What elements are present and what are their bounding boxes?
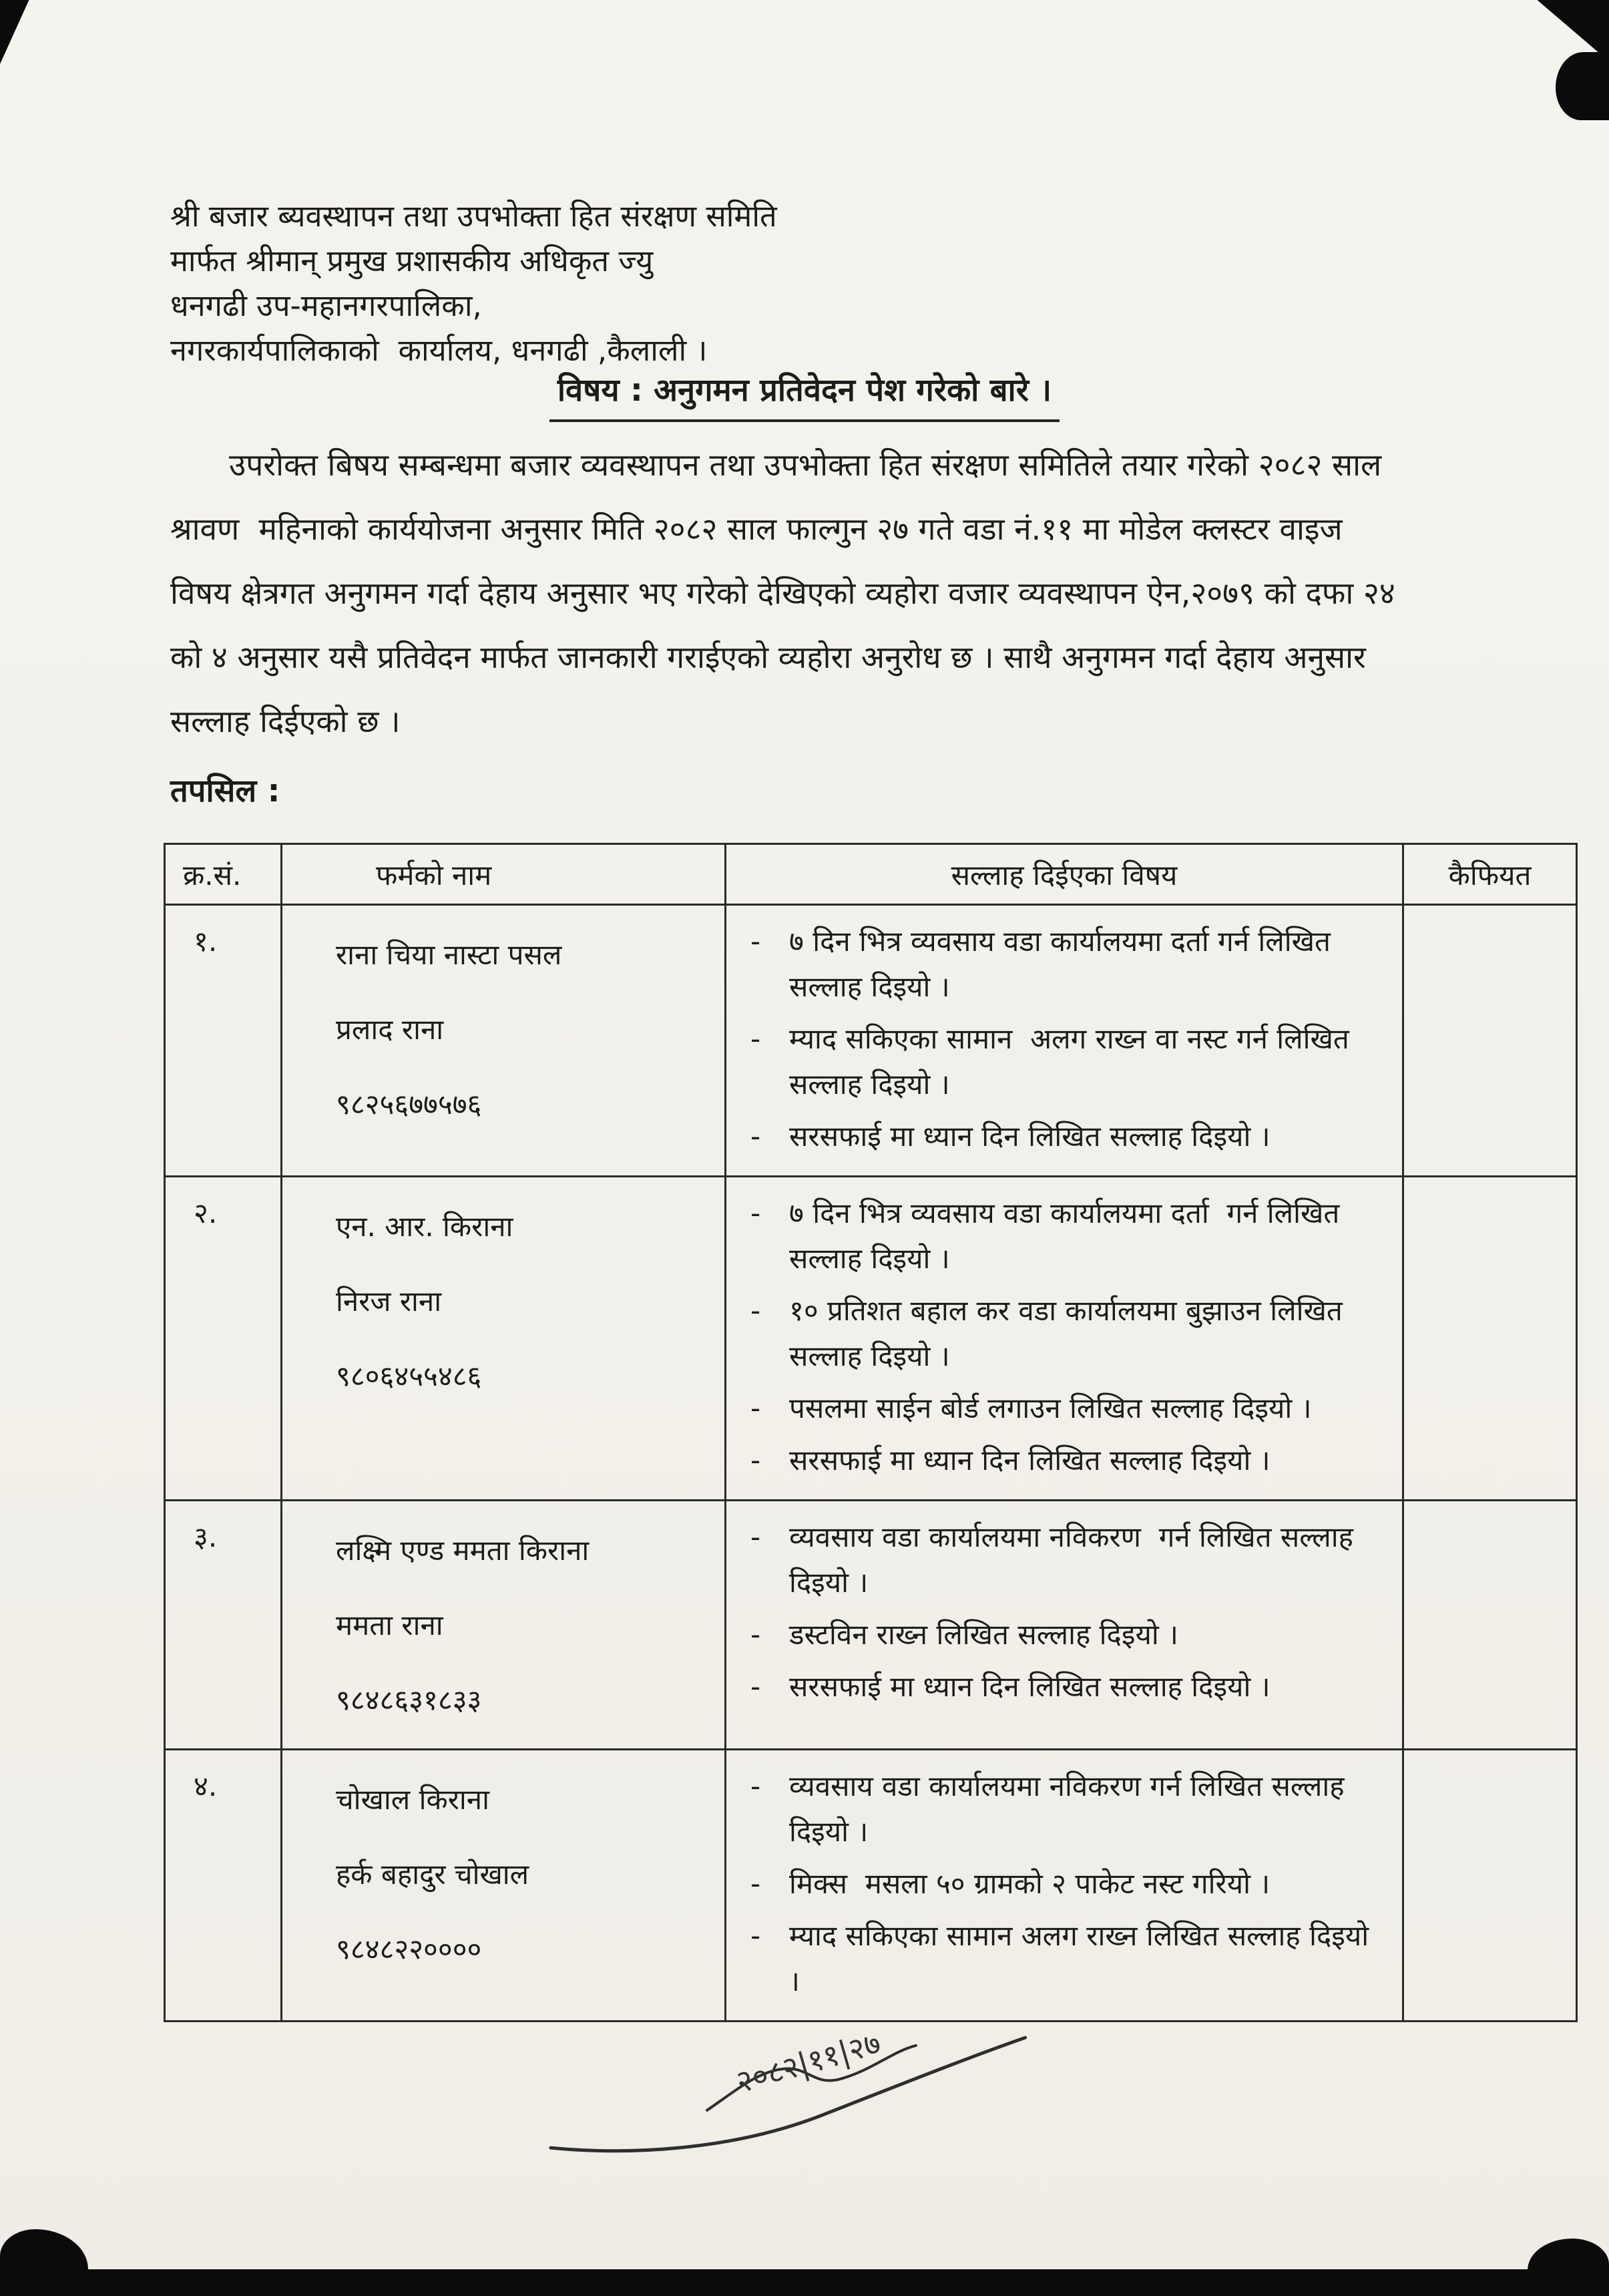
advice-text: ७ दिन भित्र व्यवसाय वडा कार्यालयमा दर्ता गर्न लिखित सल्लाह दिइयो । (789, 925, 1340, 1003)
advice-text: सरसफाई मा ध्यान दिन लिखित सल्लाह दिइयो । (789, 1444, 1271, 1477)
advice-item (750, 1515, 1387, 1605)
signature-flourish (537, 1997, 1063, 2176)
phone-number: ९८४८६३१८३३ (336, 1684, 482, 1716)
advice-item (750, 1386, 1387, 1431)
owner-name: हर्क बहादुर चोखाल (336, 1858, 529, 1891)
bullet-dash: - (750, 1521, 761, 1553)
firm-cell (282, 1177, 726, 1501)
firm-name: चोखाल किराना (336, 1783, 489, 1816)
table-row-3 (165, 1501, 1577, 1750)
advice-text: व्यवसाय वडा कार्यालयमा नविकरण गर्न लिखित सल्लाह दिइयो । (789, 1521, 1363, 1599)
monitoring-table (164, 843, 1578, 2022)
bullet-dash: - (750, 1022, 761, 1055)
table-header-row (165, 844, 1577, 905)
advice-item (750, 919, 1387, 1010)
advice-item (750, 1191, 1387, 1282)
remarks-cell (1403, 905, 1577, 1177)
sn-cell: १. (165, 905, 282, 1177)
remarks-cell (1403, 1750, 1577, 2022)
body-line: सल्लाह दिईएको छ । (170, 703, 401, 739)
body-line: को ४ अनुसार यसै प्रतिवेदन मार्फत जानकारी गराईएको व्यहोरा अनुरोध छ । साथै अनुगमन गर्दा देहाय अनुसार (170, 639, 1366, 675)
tapasil-heading: तपसिल : (170, 773, 280, 809)
firm-name: राना चिया नास्टा पसल (336, 938, 562, 971)
header-cell-advice: सल्लाह दिईएका विषय (726, 844, 1403, 905)
advice-item (750, 1288, 1387, 1379)
bullet-dash: - (750, 1294, 761, 1327)
bullet-dash: - (750, 1618, 761, 1651)
advice-text: सरसफाई मा ध्यान दिन लिखित सल्लाह दिइयो । (789, 1120, 1271, 1153)
header-line-through: मार्फत श्रीमान् प्रमुख प्रशासकीय अधिकृत ज्यु (170, 243, 654, 278)
body-paragraph (170, 433, 1499, 753)
header-line-office: नगरकार्यपालिकाको कार्यालय, धनगढी ,कैलाली । (170, 333, 708, 368)
advice-item (750, 1764, 1387, 1855)
advice-cell (726, 1177, 1403, 1501)
scan-artifact-top-right-blob (1556, 52, 1609, 120)
remarks-cell (1403, 1177, 1577, 1501)
bullet-dash: - (750, 1197, 761, 1229)
advice-text: ७ दिन भित्र व्यवसाय वडा कार्यालयमा दर्ता गर्न लिखित सल्लाह दिइयो । (789, 1197, 1349, 1275)
subject-line: विषय : अनुगमन प्रतिवेदन पेश गरेको बारे । (549, 367, 1060, 422)
advice-text: म्याद सकिएका सामान अलग राख्न वा नस्ट गर्न लिखित सल्लाह दिइयो । (789, 1022, 1359, 1101)
bullet-dash: - (750, 1120, 761, 1153)
signature (537, 1997, 1063, 2178)
owner-name: प्रलाद राना (336, 1013, 444, 1046)
advice-text: सरसफाई मा ध्यान दिन लिखित सल्लाह दिइयो । (789, 1670, 1271, 1703)
table-row-1 (165, 905, 1577, 1177)
bullet-dash: - (750, 925, 761, 958)
advice-item (750, 1861, 1387, 1907)
bullet-dash: - (750, 1444, 761, 1477)
advice-cell (726, 1501, 1403, 1750)
advice-text: म्याद सकिएका सामान अलग राख्न लिखित सल्लाह दिइयो । (789, 1919, 1378, 1997)
header-cell-firm: फर्मको नाम (282, 844, 726, 905)
advice-cell (726, 1750, 1403, 2022)
advice-text: १० प्रतिशत बहाल कर वडा कार्यालयमा बुझाउन लिखित सल्लाह दिइयो । (789, 1294, 1352, 1372)
bullet-dash: - (750, 1770, 761, 1802)
advice-text: डस्टविन राख्न लिखित सल्लाह दिइयो । (789, 1618, 1178, 1651)
advice-item (750, 1913, 1387, 2004)
header-line-committee: श्री बजार ब्यवस्थापन तथा उपभोक्ता हित संरक्षण समिति (170, 198, 777, 234)
advice-text: मिक्स मसला ५० ग्रामको २ पाकेट नस्ट गरियो । (789, 1867, 1271, 1900)
header-cell-remarks: कैफियत (1403, 844, 1577, 905)
firm-cell (282, 1750, 726, 2022)
owner-name: निरज राना (336, 1285, 442, 1318)
phone-number: ९८४८२२०००० (336, 1933, 482, 1965)
body-line: उपरोक्त बिषय सम्बन्धमा बजार व्यवस्थापन तथा उपभोक्ता हित संरक्षण समितिले तयार गरेको २०८२ साल (229, 447, 1382, 483)
table-row-2 (165, 1177, 1577, 1501)
bullet-dash: - (750, 1919, 761, 1952)
sn-cell: ३. (165, 1501, 282, 1750)
scan-artifact-top-left (0, 0, 47, 64)
advice-text: पसलमा साईन बोर्ड लगाउन लिखित सल्लाह दिइयो । (789, 1392, 1312, 1424)
sn-cell: २. (165, 1177, 282, 1501)
remarks-cell (1403, 1501, 1577, 1750)
firm-cell (282, 905, 726, 1177)
bullet-dash: - (750, 1670, 761, 1703)
header-cell-sn: क्र.सं. (165, 844, 282, 905)
header-line-municipality: धनगढी उप-महानगरपालिका, (170, 288, 482, 323)
advice-cell (726, 905, 1403, 1177)
body-line: श्रावण महिनाको कार्ययोजना अनुसार मिति २०८२ साल फाल्गुन २७ गते वडा नं.११ मा मोडेल क्लस्टर वाइज (170, 511, 1343, 547)
table-row-4 (165, 1750, 1577, 2022)
advice-text: व्यवसाय वडा कार्यालयमा नविकरण गर्न लिखित सल्लाह दिइयो । (789, 1770, 1353, 1848)
subject-row (0, 367, 1609, 422)
owner-name: ममता राना (336, 1609, 443, 1642)
phone-number: ९८२५६७७५७६ (336, 1088, 482, 1121)
letter-header (170, 194, 777, 373)
bullet-dash: - (750, 1392, 761, 1424)
advice-item (750, 1664, 1387, 1710)
body-line: विषय क्षेत्रगत अनुगमन गर्दा देहाय अनुसार भए गरेको देखिएको व्यहोरा वजार व्यवस्थापन ऐन,२०७९ को दफा २४ (170, 575, 1395, 611)
firm-name: एन. आर. किराना (336, 1210, 513, 1243)
advice-item (750, 1612, 1387, 1658)
sn-cell: ४. (165, 1750, 282, 2022)
advice-item (750, 1438, 1387, 1483)
firm-cell (282, 1501, 726, 1750)
signature-date: २०८२|११|२७ (732, 2024, 885, 2100)
scan-artifact-bottom-bar (0, 2269, 1609, 2296)
phone-number: ९८०६४५५४८६ (336, 1360, 482, 1392)
firm-name: लक्ष्मि एण्ड ममता किराना (336, 1534, 590, 1567)
advice-item (750, 1114, 1387, 1159)
advice-item (750, 1016, 1387, 1107)
bullet-dash: - (750, 1867, 761, 1900)
